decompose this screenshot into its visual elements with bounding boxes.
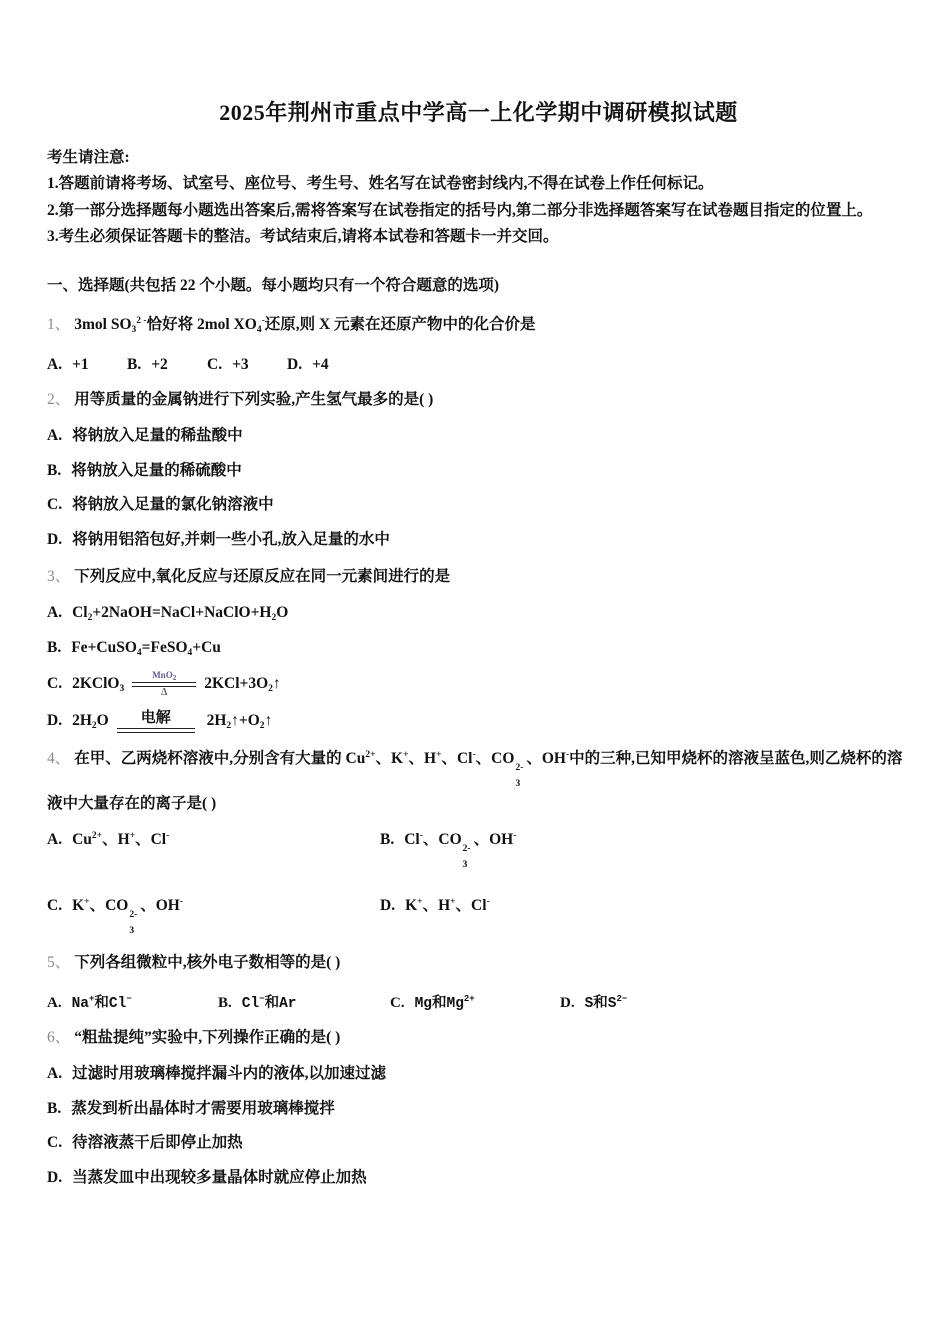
option-label: C. xyxy=(47,496,63,514)
option-content: 将钠放入足量的稀硫酸中 xyxy=(71,461,242,479)
stack-subscript: 3 xyxy=(129,926,135,937)
options-list xyxy=(47,602,910,732)
question-number: 6、 xyxy=(47,1029,71,1047)
option-label: D. xyxy=(380,896,396,914)
stack-superscript: 2- xyxy=(129,909,138,920)
option-label: B. xyxy=(380,830,395,848)
reaction-condition xyxy=(117,711,195,733)
superscript: 2+ xyxy=(91,830,103,841)
notice-heading: 考生请注意: xyxy=(47,149,130,166)
option-content: +1 xyxy=(72,356,89,374)
condition-delta: Δ xyxy=(161,687,168,699)
question-stem: 1、 3mol $SO_3^{2 -}$恰好将 2mol $XO_4^-$还原,则 X 元素在还原产物中的化合价是 xyxy=(47,316,536,336)
subscript: 4 xyxy=(187,647,193,658)
option-content: 过滤时用玻璃棒搅拌漏斗内的液体,以加速过滤 xyxy=(72,1065,386,1083)
question-stem: 2、 用等质量的金属钠进行下列实验,产生氢气最多的是( ) xyxy=(47,391,434,409)
superscript: - xyxy=(513,830,517,841)
option-content: +2 xyxy=(151,356,168,374)
condition-label: 电解 xyxy=(140,709,171,726)
question-number: 1、 xyxy=(47,316,71,334)
double-line-icon xyxy=(117,728,195,733)
superscript: 2− xyxy=(616,994,628,1005)
option-label: A. xyxy=(47,604,63,622)
option-content: +4 xyxy=(312,356,329,374)
superscript: + xyxy=(129,830,136,841)
option-label: C. xyxy=(390,995,405,1012)
question-1 xyxy=(47,311,910,374)
option-content: Cl-、CO 2- 3 、OH- xyxy=(404,830,517,871)
superscript: - xyxy=(179,896,184,907)
option-D xyxy=(287,356,910,374)
question-stem: 3、 下列反应中,氧化反应与还原反应在同一元素间进行的是 xyxy=(47,568,451,586)
subscript: 2 xyxy=(268,684,273,695)
option-A xyxy=(47,1063,910,1085)
notice-block xyxy=(47,145,910,250)
option-label: D. xyxy=(560,995,575,1012)
superscript: 2+ xyxy=(463,994,475,1005)
option-B xyxy=(127,356,207,374)
superscript: − xyxy=(259,994,265,1005)
option-content: 当蒸发皿中出现较多量晶体时就应停止加热 xyxy=(72,1168,367,1186)
option-content: $Cl_2+2NaOH=NaCl+NaClO+H_2O$ xyxy=(72,604,289,624)
section-heading: 一、选择题(共包括 22 个小题。每小题均只有一个符合题意的选项) xyxy=(47,277,500,295)
option-A xyxy=(47,827,380,871)
option-content: 将钠用铝箔包好,并刺一些小孔,放入足量的水中 xyxy=(72,530,390,548)
option-D xyxy=(560,991,910,1012)
option-A xyxy=(47,356,127,374)
option-content: +3 xyxy=(232,356,249,374)
options-row xyxy=(47,991,910,1012)
option-label: A. xyxy=(47,830,63,848)
subscript: 2 xyxy=(87,613,93,624)
subscript: 2 xyxy=(271,613,277,624)
ion-charge-stack xyxy=(515,764,523,790)
option-label: D. xyxy=(47,530,63,548)
questions-container xyxy=(47,311,910,1189)
option-A xyxy=(47,991,218,1012)
option-label: A. xyxy=(47,1065,63,1083)
option-content: Na+和Cl− xyxy=(71,994,132,1013)
question-number: 2、 xyxy=(47,391,71,409)
question-3 xyxy=(47,563,910,733)
option-label: C. xyxy=(47,675,63,693)
option-D xyxy=(47,529,910,551)
ion-charge-stack xyxy=(129,911,137,937)
option-label: B. xyxy=(127,356,142,374)
option-C xyxy=(47,671,910,698)
stack-subscript: 3 xyxy=(462,860,468,871)
option-C xyxy=(47,893,380,937)
subscript: 2 xyxy=(91,721,97,732)
subscript: 2 xyxy=(226,721,232,732)
superscript: − xyxy=(126,994,132,1005)
subscript: 2 xyxy=(172,674,177,683)
option-B xyxy=(380,827,910,871)
option-label: C. xyxy=(207,356,223,374)
option-B xyxy=(218,991,390,1012)
question-number: 5、 xyxy=(47,953,71,971)
superscript: - xyxy=(166,830,170,841)
option-C xyxy=(390,991,560,1012)
question-number: 3、 xyxy=(47,568,71,586)
subscript: 4 xyxy=(136,647,142,658)
notice-items xyxy=(47,171,910,250)
subscript: 2 xyxy=(259,721,265,732)
option-label: A. xyxy=(47,995,62,1012)
superscript: - xyxy=(565,749,570,760)
option-label: C. xyxy=(47,896,63,914)
option-content: $Cu^{2+}$、H+、Cl- xyxy=(72,830,170,848)
option-content: 2KClO$_3$ MnO$_2$ Δ $2KCl+3O_2↑$ xyxy=(72,670,281,699)
question-stem: 5、 下列各组微粒中,核外电子数相等的是( ) xyxy=(47,953,341,971)
option-D xyxy=(47,1167,910,1189)
option-B xyxy=(47,460,910,482)
options-list xyxy=(47,1063,910,1189)
stack-superscript: 2- xyxy=(462,843,471,854)
option-label: A. xyxy=(47,356,63,374)
option-label: B. xyxy=(47,1099,62,1117)
superscript: + xyxy=(450,896,456,907)
option-D xyxy=(380,893,910,937)
question-6 xyxy=(47,1024,910,1189)
option-label: C. xyxy=(47,1134,63,1152)
option-label: B. xyxy=(218,995,232,1012)
exam-title: 2025年荆州市重点中学高一上化学期中调研模拟试题 xyxy=(219,100,738,125)
superscript: - xyxy=(472,749,476,760)
question-5 xyxy=(47,949,910,1012)
subscript: 3 xyxy=(119,684,125,695)
option-content: Fe+CuSO$_4$=FeSO$_4$+Cu xyxy=(71,638,221,658)
option-B xyxy=(47,637,910,659)
question-4 xyxy=(47,745,910,937)
option-label: B. xyxy=(47,461,62,479)
options-row xyxy=(47,356,910,374)
condition-label: MnO$_2$ xyxy=(152,670,177,683)
option-content: 将钠放入足量的氯化钠溶液中 xyxy=(72,496,274,514)
superscript: 2+ xyxy=(365,749,376,760)
option-content: Mg和$Mg^{2+}$ xyxy=(414,994,475,1013)
superscript: + xyxy=(403,749,409,760)
option-C xyxy=(207,356,287,374)
option-content: $2H_2O$ 电解 $2H_2↑+O_2↑$ xyxy=(72,709,273,732)
subscript: 3 xyxy=(131,325,137,336)
option-C xyxy=(47,494,910,516)
notice-item-1: 1.答题前请将考场、试室号、座位号、考生号、姓名写在试卷密封线内,不得在试卷上作任何标记。 xyxy=(47,175,714,193)
superscript: + xyxy=(84,896,90,907)
option-A xyxy=(47,602,910,624)
option-C xyxy=(47,1132,910,1154)
reaction-condition xyxy=(132,671,196,698)
option-label: D. xyxy=(287,356,303,374)
superscript: 2 - xyxy=(136,316,147,327)
option-label: D. xyxy=(47,712,63,730)
option-content: 将钠放入足量的稀盐酸中 xyxy=(72,427,243,445)
superscript: + xyxy=(436,749,442,760)
option-A xyxy=(47,425,910,447)
superscript: - xyxy=(261,316,265,327)
options-list xyxy=(47,425,910,551)
option-content: 待溶液蒸干后即停止加热 xyxy=(72,1134,243,1152)
option-content: K+、H+、Cl- xyxy=(405,896,490,914)
superscript: - xyxy=(486,896,490,907)
question-number: 4、 xyxy=(47,749,71,767)
options-grid xyxy=(47,827,910,937)
question-2 xyxy=(47,386,910,551)
question-stem: 6、 “粗盐提纯”实验中,下列操作正确的是( ) xyxy=(47,1029,341,1047)
option-D xyxy=(47,710,910,732)
option-content: Cl−和Ar xyxy=(241,994,297,1013)
subscript: 4 xyxy=(256,325,262,336)
option-label: B. xyxy=(47,638,62,656)
option-content: K+、CO 2- 3 、OH- xyxy=(72,896,184,937)
option-label: A. xyxy=(47,427,63,445)
superscript: + xyxy=(417,896,423,907)
option-label: D. xyxy=(47,1168,63,1186)
superscript: + xyxy=(89,994,95,1005)
option-content: 蒸发到析出晶体时才需要用玻璃棒搅拌 xyxy=(71,1099,335,1117)
ion-charge-stack xyxy=(463,845,471,871)
question-stem: 4、 在甲、乙两烧杯溶液中,分别含有大量的 $Cu^{2+}$、K+、H+、Cl-、CO 2- 3 、OH-中的三种,已知甲烧杯的溶液呈蓝色,则乙烧杯的溶液中大量存在的离子是( ) xyxy=(47,749,903,812)
option-content: S和$S^{2-}$ xyxy=(584,994,628,1013)
stack-superscript: 2- xyxy=(515,762,524,773)
stack-subscript: 3 xyxy=(515,779,521,790)
option-B xyxy=(47,1098,910,1120)
superscript: - xyxy=(419,830,423,841)
notice-item-3: 3.考生必须保证答题卡的整洁。考试结束后,请将本试卷和答题卡一并交回。 xyxy=(47,228,559,246)
notice-item-2: 2.第一部分选择题每小题选出答案后,需将答案写在试卷指定的括号内,第二部分非选择题答案写在试卷题目指定的位置上。 xyxy=(47,201,873,219)
